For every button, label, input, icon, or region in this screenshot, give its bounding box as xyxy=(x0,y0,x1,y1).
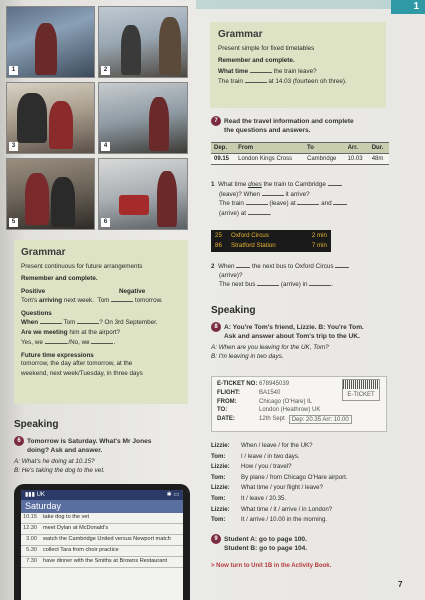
answer-blank[interactable] xyxy=(257,280,279,286)
grammar-short-answers: Yes, we ./No, we . xyxy=(21,339,116,346)
exercise-9: 9 Student A: go to page 100. Student B: go to page 104. xyxy=(211,534,307,554)
dialogue-line: Lizzie: How / you / travel? xyxy=(211,463,292,471)
future-expressions-text: tomorrow, the day after tomorrow, at the xyxy=(21,360,133,367)
grammar-columns: Positive Negative xyxy=(21,287,146,295)
phone-status-bar: ▮▮▮ UK ✱ ▭ xyxy=(21,490,183,500)
dialogue-line: Lizzie: What time / your flight / leave? xyxy=(211,484,323,492)
answer-blank[interactable] xyxy=(45,338,67,344)
exercise-6-title: 6 Tomorrow is Saturday. What's Mr Jones doing? Ask and answer. xyxy=(14,436,151,456)
grammar-question: Are we meeting him at the airport? xyxy=(21,328,121,336)
activity-book-link[interactable]: > Now turn to Unit 1B in the Activity Book. xyxy=(211,563,332,569)
photo-number: 1 xyxy=(9,66,18,75)
schedule-item[interactable]: 7.30 have dinner with the Smiths at Browns Restaurant xyxy=(21,556,183,567)
table-header: Dep. From To Arr. Dur. xyxy=(211,143,389,154)
exercise-8-example: A: When are you leaving for the UK, Tom? B: I'm leaving in two days. xyxy=(211,344,329,360)
future-expressions-head: Future time expressions xyxy=(21,351,94,359)
grammar-box-timetables xyxy=(210,22,386,108)
grammar-example-positive: Tom's arriving next week. Tom tomorrow. xyxy=(21,297,163,304)
answer-blank[interactable] xyxy=(91,338,113,344)
dialogue-line: Tom: It / arrive / 10.00 in the morning. xyxy=(211,516,328,524)
grammar-questions-head: Questions xyxy=(21,309,52,317)
answer-blank[interactable] xyxy=(328,180,342,186)
schedule-item[interactable]: 5.30 collect Tara from choir practice xyxy=(21,545,183,556)
photo-5 xyxy=(6,158,95,230)
exercise-number: 6 xyxy=(14,436,24,446)
answer-blank[interactable] xyxy=(77,318,99,324)
grammar-subtitle: Present continuous for future arrangements xyxy=(21,262,143,270)
grammar-title: Grammar xyxy=(21,247,66,258)
phone-calendar xyxy=(14,484,190,600)
grammar-instruction: Remember and complete. xyxy=(21,275,98,282)
photo-6 xyxy=(98,158,188,230)
exercise-8-title: 8 A: You're Tom's friend, Lizzie. B: You're Tom. Ask and answer about Tom's trip to the UK. xyxy=(211,322,364,342)
grammar-question: What time the train leave? xyxy=(218,67,317,75)
answer-blank[interactable] xyxy=(246,199,268,205)
e-ticket-stamp: E-TICKET xyxy=(342,379,380,401)
schedule-list xyxy=(21,513,183,568)
board-row: 86 Stratford Station 7 min xyxy=(215,242,327,249)
answer-blank[interactable] xyxy=(333,199,347,205)
bus-departure-board xyxy=(211,230,331,252)
grammar-subtitle: Present simple for fixed timetables xyxy=(218,44,315,52)
exercise-7-question-1: 1 What time does the train to Cambridge (leave)? When it arrive? The train (leave) at and (arrive) at . xyxy=(211,180,389,218)
schedule-item[interactable]: 3.00 watch the Cambridge United versus Newport match xyxy=(21,534,183,545)
answer-blank[interactable] xyxy=(40,318,62,324)
grammar-question: When Tom ? On 3rd September. xyxy=(21,319,158,326)
calendar-day: Saturday xyxy=(21,500,183,513)
future-expressions-text: weekend, next week/Tuesday, in three days xyxy=(21,369,143,377)
table-row: 09.15 London Kings Cross Cambridge 10.03 48m xyxy=(211,154,389,165)
travel-timetable xyxy=(211,142,389,165)
answer-blank[interactable] xyxy=(236,262,250,268)
answer-blank[interactable] xyxy=(250,67,272,73)
photo-4 xyxy=(98,82,188,154)
exercise-number: 8 xyxy=(211,322,221,332)
dialogue-line: Tom: I / leave / in two days. xyxy=(211,452,300,460)
bluetooth-icon: ✱ xyxy=(166,491,172,498)
dialogue-line: Lizzie: When / leave / for the UK? xyxy=(211,442,313,449)
dialogue-prompts xyxy=(211,442,391,527)
answer-blank[interactable] xyxy=(248,209,270,215)
answer-blank[interactable] xyxy=(309,280,331,286)
photo-1 xyxy=(6,6,95,78)
dialogue-line: Lizzie: What time / it / arrive / in London? xyxy=(211,505,333,513)
answer-blank[interactable] xyxy=(297,199,319,205)
exercise-7-question-2: 2 When the next bus to Oxford Circus (arrive)? The next bus (arrive) in . xyxy=(211,262,389,290)
answer-blank[interactable] xyxy=(245,77,267,83)
answer-blank[interactable] xyxy=(111,296,133,302)
speaking-heading-right: Speaking xyxy=(211,305,256,316)
schedule-item[interactable]: 10.15 take dog to the vet xyxy=(21,513,183,523)
phone-screen xyxy=(21,490,183,600)
photo-number: 6 xyxy=(101,218,110,227)
exercise-6-example: A: What's he doing at 10.15? B: He's taking the dog to the vet. xyxy=(14,458,105,474)
grammar-title: Grammar xyxy=(218,29,263,40)
dialogue-line: Tom: By plane / from Chicago O'Hare airport. xyxy=(211,473,348,481)
photo-number: 2 xyxy=(101,66,110,75)
e-ticket: E-TICKET E-TICKET NO: 678945039 FLIGHT: BA1540 FROM: Chicago (O'Hare) IL TO: London (Heathrow) UK DATE: 12th Sept Dep: 20.35 Arr: 10.00 xyxy=(211,376,387,432)
speaking-heading-left: Speaking xyxy=(14,419,59,430)
page-number: 7 xyxy=(398,580,403,589)
answer-blank[interactable] xyxy=(335,262,349,268)
grammar-answer: The train at 14.03 (fourteen oh three). xyxy=(218,78,347,85)
board-row: 25 Oxford Circus 2 min xyxy=(215,232,327,239)
grammar-box-arrangements xyxy=(14,240,188,404)
exercise-number: 9 xyxy=(211,534,221,544)
battery-icon: ▭ xyxy=(173,491,179,498)
exercise-number: 7 xyxy=(211,116,221,126)
unit-tab: 1 xyxy=(391,0,425,14)
grammar-instruction: Remember and complete. xyxy=(218,57,295,64)
photo-number: 5 xyxy=(9,218,18,227)
signal-icon: ▮▮▮ xyxy=(25,491,35,498)
dialogue-line: Tom: It / leave / 20.35. xyxy=(211,494,287,502)
exercise-7-title: 7 Read the travel information and complete the questions and answers. xyxy=(211,116,354,136)
top-banner xyxy=(196,0,396,9)
photo-2 xyxy=(98,6,188,78)
photo-3 xyxy=(6,82,95,154)
photo-number: 3 xyxy=(9,142,18,151)
photo-number: 4 xyxy=(101,142,110,151)
schedule-item[interactable]: 12.30 meet Dylan at McDonald's xyxy=(21,523,183,534)
answer-blank[interactable] xyxy=(262,190,284,196)
photo-grid xyxy=(6,6,188,230)
